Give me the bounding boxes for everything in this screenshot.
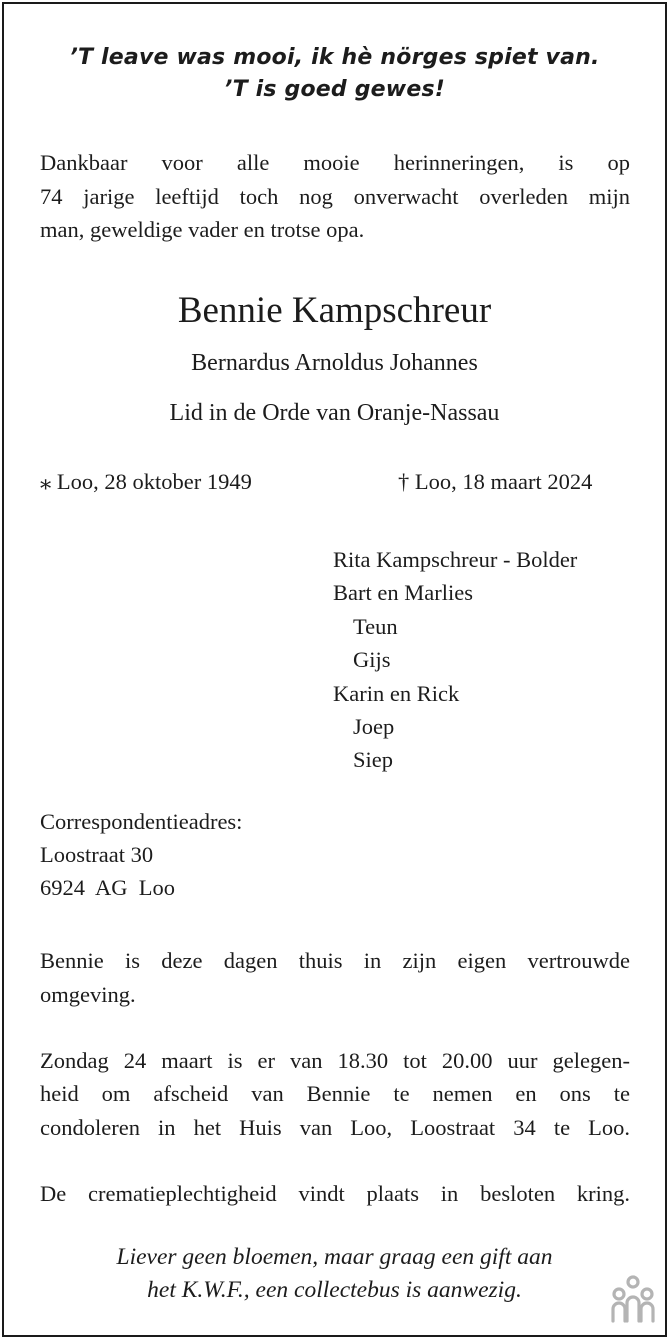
deceased-honour: Lid in de Orde van Oranje-Nassau [169,400,500,426]
condolence-line-3: condoleren in het Huis van Loo, Loostraat 34 te Loo. [40,1115,630,1140]
home-line-2: omgeving. [40,982,136,1007]
family-grandchild: Siep [353,747,394,772]
deceased-name: Bennie Kampschreur [177,290,492,331]
condolence-line-2: heid om afscheid van Bennie te nemen en ons te [40,1081,630,1106]
family-grandchild: Gijs [353,647,391,672]
family-member: Bart en Marlies [333,580,473,605]
announcement-line-2: 74 jarige leeftijd toch nog onverwacht overleden mijn [40,184,630,209]
family-member: Rita Kampschreur - Bolder [333,547,578,572]
motto-line-2: ’T is goed gewes! [224,77,445,102]
people-group-icon [609,1273,657,1325]
correspondence-label: Correspondentieadres: [40,809,243,834]
motto-line-1: ’T leave was mooi, ik hè nörges spiet van. [69,45,600,70]
family-member: Karin en Rick [333,681,460,706]
condolence-line-1: Zondag 24 maart is er van 18.30 tot 20.00 uur gelegen- [40,1048,630,1073]
correspondence-street: Loostraat 30 [40,842,154,867]
family-grandchild: Teun [353,614,398,639]
correspondence-postcode: 6924 AG Loo [40,875,175,900]
birth-date: ⁎ Loo, 28 oktober 1949 [40,469,252,494]
announcement-line-1: Dankbaar voor alle mooie herinneringen, is op [40,150,630,175]
closing-line-2: het K.W.F., een collectebus is aanwezig. [147,1277,522,1303]
announcement-line-3: man, geweldige vader en trotse opa. [40,217,365,242]
family-grandchild: Joep [353,714,395,739]
deceased-full-names: Bernardus Arnoldus Johannes [191,350,478,376]
closing-line-1: Liever geen bloemen, maar graag een gift aan [116,1244,553,1270]
home-line-1: Bennie is deze dagen thuis in zijn eigen vertrouwde [40,948,630,973]
cremation-notice: De crematieplechtigheid vindt plaats in besloten kring. [40,1181,630,1206]
death-date: † Loo, 18 maart 2024 [398,469,593,494]
obituary-card [2,2,667,1337]
